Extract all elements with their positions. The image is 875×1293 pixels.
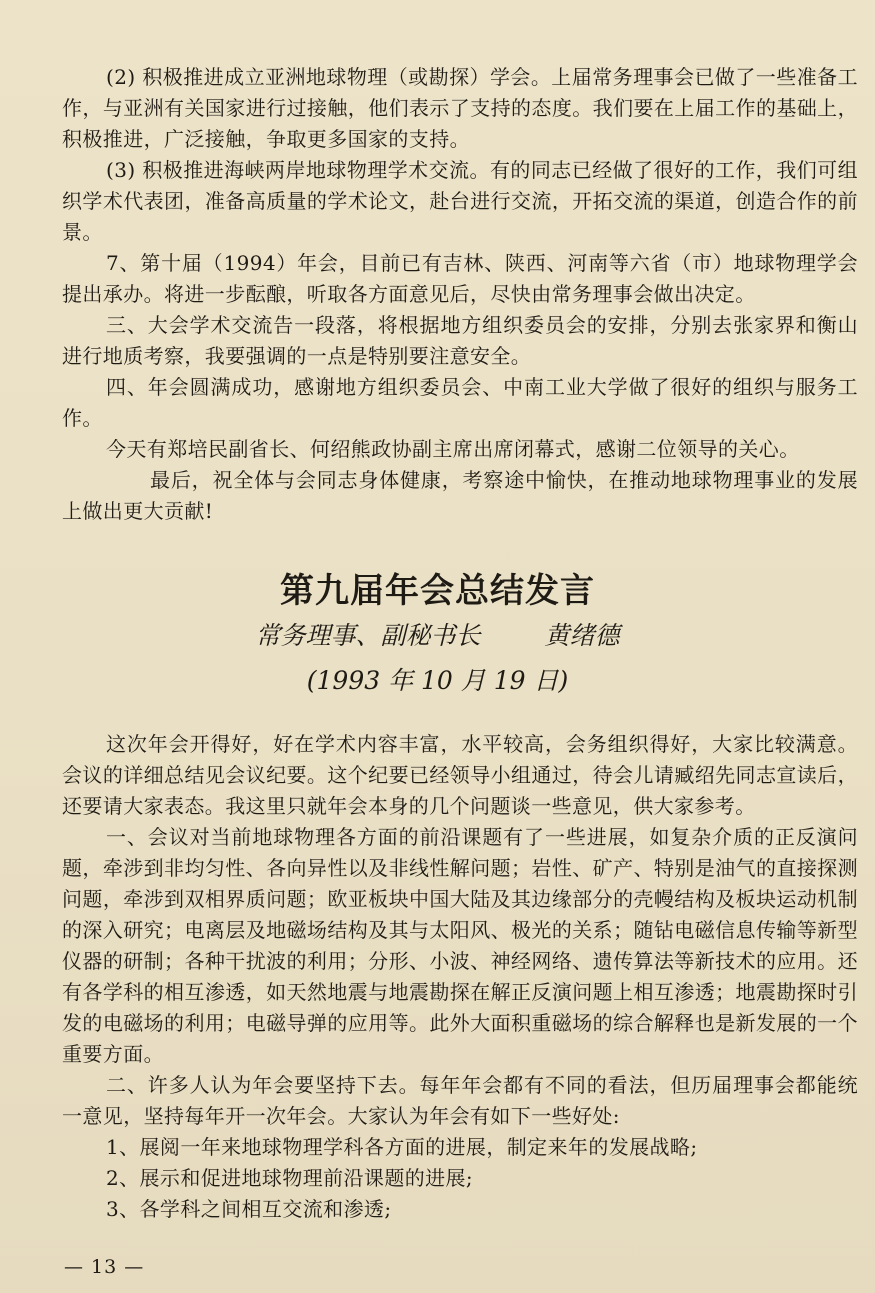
list-item: 3、各学科之间相互交流和渗透; (106, 1197, 392, 1221)
paragraph: 今天有郑培民副省长、何绍熊政协副主席出席闭幕式，感谢二位领导的关心。 (106, 437, 800, 461)
top-text-section (62, 62, 858, 527)
paragraph: 最后，祝全体与会同志身体健康，考察途中愉快，在推动地球物理事业的发展上做出更大贡献! (62, 468, 858, 523)
section-title: 第九届年会总结发言 (280, 571, 595, 611)
list-item: 1、展阅一年来地球物理学科各方面的进展，制定来年的发展战略; (106, 1135, 698, 1159)
byline (0, 616, 875, 652)
author-role: 常务理事、副秘书长 (255, 621, 481, 650)
page-number: — 13 — (64, 1256, 145, 1278)
speech-date: (1993 年 10 月 19 日) (306, 666, 569, 695)
paragraph: (2) 积极推进成立亚洲地球物理（或勘探）学会。上届常务理事会已做了一些准备工作，与亚洲有关国家进行过接触，他们表示了支持的态度。我们要在上届工作的基础上，积极推进，广泛接触，争取更多国家的支持。 (62, 65, 858, 151)
paragraph: 7、第十届（1994）年会，目前已有吉林、陕西、河南等六省（市）地球物理学会提出承办。将进一步酝酿，听取各方面意见后，尽快由常务理事会做出决定。 (62, 251, 858, 306)
paragraph: 四、年会圆满成功，感谢地方组织委员会、中南工业大学做了很好的组织与服务工作。 (62, 375, 858, 430)
author-name: 黄绪德 (544, 621, 620, 650)
paragraph: 一、会议对当前地球物理各方面的前沿课题有了一些进展，如复杂介质的正反演问题，牵涉到非均匀性、各向异性以及非线性解问题；岩性、矿产、特别是油气的直接探测问题，牵涉到双相界质问题；欧亚板块中国大陆及其边缘部分的壳幔结构及板块运动机制的深入研究；电离层及地磁场结构及其与太阳风、极光的关系；随钻电磁信息传输等新型仪器的研制；各种干扰波的利用；分形、小波、神经网络、遗传算法等新技术的应用。还有各学科的相互渗透，如天然地震与地震勘探在解正反演问题上相互渗透；地震勘探时引发的电磁场的利用；电磁导弹的应用等。此外大面积重磁场的综合解释也是新发展的一个重要方面。 (62, 825, 858, 1066)
paragraph: 这次年会开得好，好在学术内容丰富，水平较高，会务组织得好，大家比较满意。会议的详细总结见会议纪要。这个纪要已经领导小组通过，待会儿请臧绍先同志宣读后，还要请大家表态。我这里只就年会本身的几个问题谈一些意见，供大家参考。 (62, 732, 858, 818)
list-item: 2、展示和促进地球物理前沿课题的进展; (106, 1166, 474, 1190)
paragraph: (3) 积极推进海峡两岸地球物理学术交流。有的同志已经做了很好的工作，我们可组织学术代表团，准备高质量的学术论文，赴台进行交流，开拓交流的渠道，创造合作的前景。 (62, 158, 858, 244)
paragraph: 三、大会学术交流告一段落，将根据地方组织委员会的安排，分别去张家界和衡山进行地质考察，我要强调的一点是特别要注意安全。 (62, 313, 858, 368)
paragraph: 二、许多人认为年会要坚持下去。每年年会都有不同的看法，但历届理事会都能统一意见，坚持每年开一次年会。大家认为年会有如下一些好处: (62, 1073, 858, 1128)
body-text-section (62, 729, 858, 1225)
